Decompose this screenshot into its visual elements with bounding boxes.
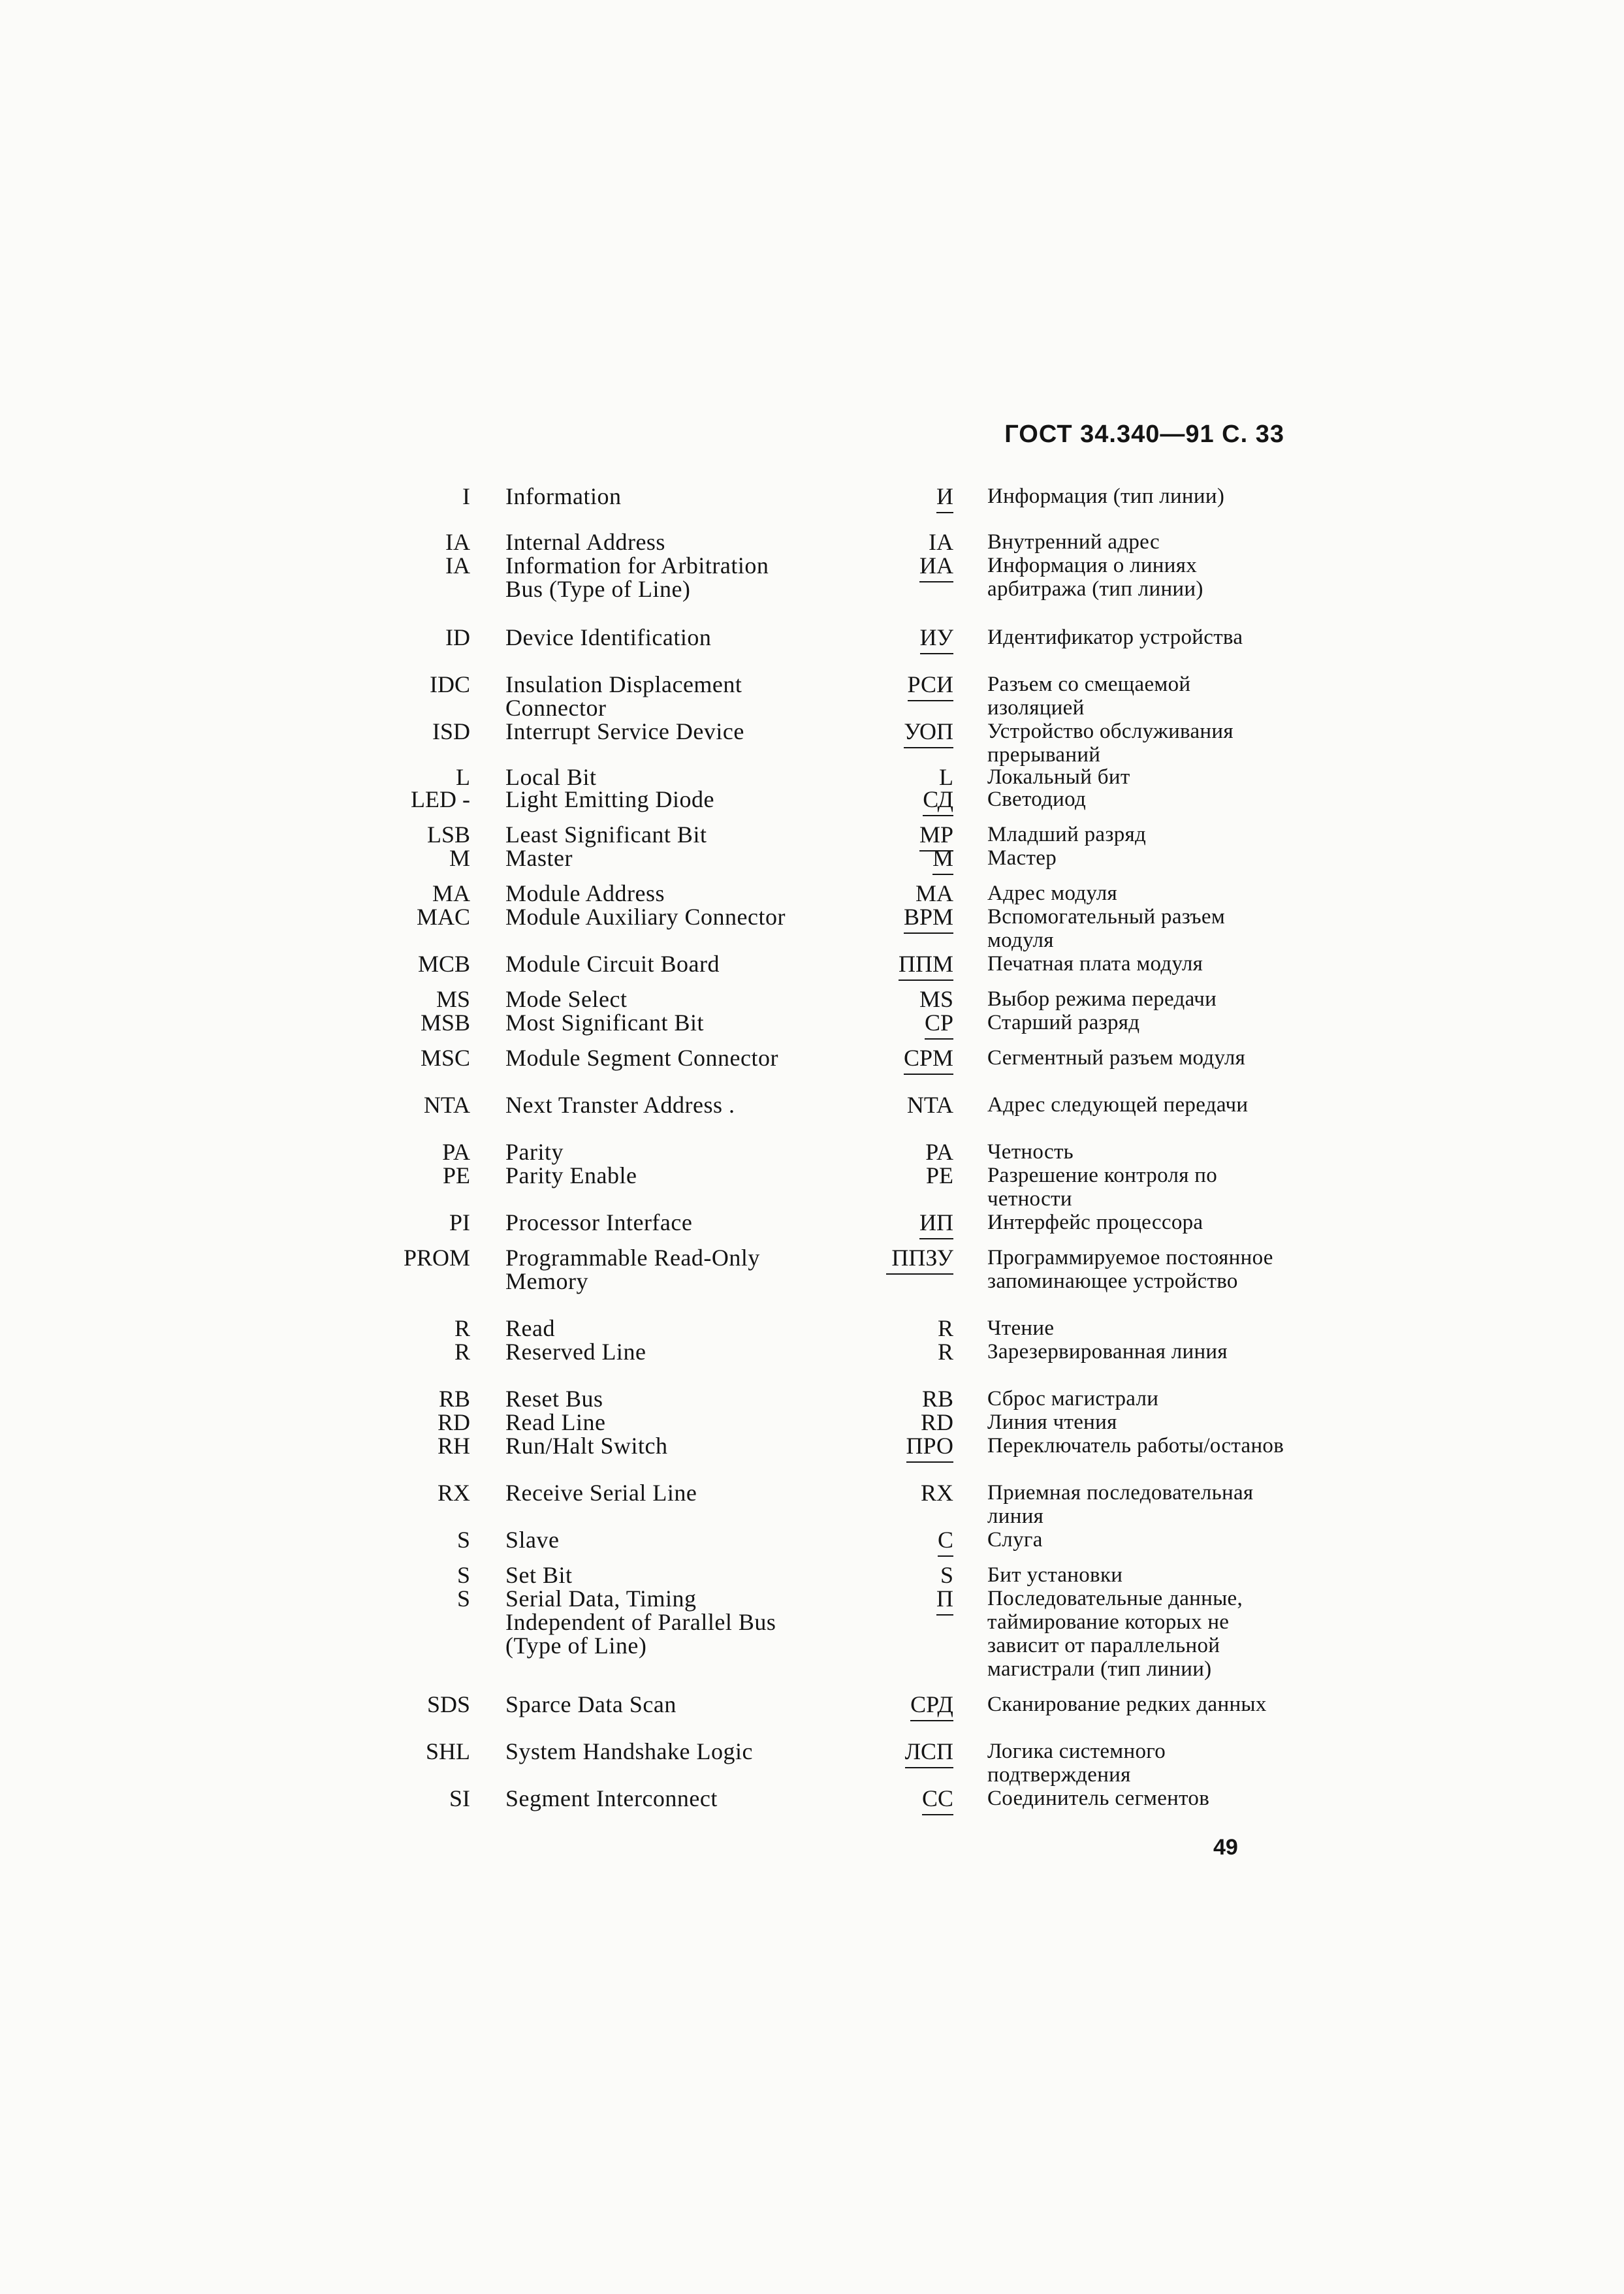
russian-abbreviation	[855, 882, 953, 905]
russian-abbreviation	[855, 788, 953, 811]
russian-term: Приемная последовательная линия	[987, 1481, 1254, 1528]
english-term: Least Significant Bit	[505, 821, 707, 848]
russian-term: Старший разряд	[987, 1011, 1140, 1034]
russian-abbreviation-text: М	[932, 845, 953, 875]
russian-term: Разъем со смещаемой изоляцией	[987, 673, 1191, 720]
english-term: Read	[505, 1315, 555, 1341]
english-term: Parity	[505, 1139, 564, 1165]
english-abbreviation: M	[449, 845, 470, 871]
russian-abbreviation-text: L	[939, 764, 953, 790]
english-abbreviation: R	[454, 1315, 470, 1341]
russian-abbreviation-text: П	[936, 1585, 953, 1616]
english-term: Read Line	[505, 1409, 606, 1435]
russian-abbreviation-text: ППМ	[899, 951, 953, 981]
english-abbreviation: L	[456, 764, 470, 790]
russian-abbreviation-text: S	[940, 1562, 953, 1588]
english-abbreviation: ID	[445, 624, 470, 650]
russian-abbreviation	[855, 1481, 953, 1505]
russian-abbreviation-text: СД	[923, 786, 953, 816]
russian-abbreviation	[855, 1587, 953, 1610]
russian-abbreviation-text: R	[937, 1339, 953, 1365]
russian-term: Разрешение контроля по четности	[987, 1164, 1218, 1211]
english-abbreviation: NTA	[423, 1092, 470, 1118]
russian-abbreviation-text: ЛСП	[905, 1738, 953, 1768]
english-term: Module Auxiliary Connector	[505, 904, 786, 930]
english-term: Slave	[505, 1527, 560, 1553]
russian-term: Программируемое постоянное запоминающее устройство	[987, 1246, 1273, 1293]
english-term: Programmable Read-Only Memory	[505, 1245, 760, 1294]
english-abbreviation: MS	[436, 986, 470, 1012]
english-term: Local Bit	[505, 764, 597, 790]
russian-term: Выбор режима передачи	[987, 987, 1217, 1011]
english-abbreviation: S	[456, 1562, 470, 1588]
english-term: Information for Arbitration Bus (Type of Line)	[505, 552, 769, 602]
russian-abbreviation	[855, 720, 953, 743]
english-term: Most Significant Bit	[505, 1010, 705, 1036]
russian-term: Сброс магистрали	[987, 1387, 1159, 1410]
english-abbreviation: PA	[442, 1139, 470, 1165]
english-abbreviation: MA	[432, 880, 470, 906]
russian-term: Адрес следующей передачи	[987, 1093, 1249, 1117]
russian-abbreviation	[855, 485, 953, 508]
english-abbreviation: S	[456, 1527, 470, 1553]
russian-abbreviation	[855, 1387, 953, 1410]
english-abbreviation: RD	[437, 1409, 470, 1435]
english-term: Reserved Line	[505, 1339, 646, 1365]
russian-abbreviation-text: RD	[920, 1409, 953, 1435]
russian-term: Локальный бит	[987, 765, 1130, 789]
russian-term: Светодиод	[987, 788, 1087, 811]
english-abbreviation: MAC	[416, 904, 470, 930]
russian-term: Информация о линиях арбитража (тип линии)	[987, 554, 1203, 601]
russian-abbreviation	[855, 554, 953, 577]
russian-term: Адрес модуля	[987, 882, 1118, 905]
russian-abbreviation	[855, 1093, 953, 1117]
russian-term: Интерфейс процессора	[987, 1211, 1203, 1234]
russian-term: Устройство обслуживания прерываний	[987, 720, 1234, 767]
russian-abbreviation-text: УОП	[904, 718, 953, 748]
english-term: Module Segment Connector	[505, 1045, 778, 1071]
english-term: Sparce Data Scan	[505, 1691, 677, 1717]
russian-term: Четность	[987, 1140, 1074, 1164]
russian-term: Чтение	[987, 1316, 1055, 1340]
russian-abbreviation	[855, 1410, 953, 1434]
english-term: Module Circuit Board	[505, 951, 720, 977]
english-term: Insulation Displacement Connector	[505, 671, 742, 721]
russian-term: Сегментный разъем модуля	[987, 1046, 1246, 1070]
english-abbreviation: LED -	[411, 786, 470, 812]
russian-abbreviation	[855, 1211, 953, 1234]
russian-abbreviation	[855, 1140, 953, 1164]
english-abbreviation: IA	[445, 552, 470, 579]
russian-abbreviation-text: IA	[929, 529, 953, 555]
russian-abbreviation-text: RX	[920, 1480, 953, 1506]
english-abbreviation: RX	[437, 1480, 470, 1506]
russian-abbreviation-text: NTA	[906, 1092, 953, 1118]
english-term: Mode Select	[505, 986, 628, 1012]
english-abbreviation: IDC	[430, 671, 470, 697]
russian-term: Внутренний адрес	[987, 530, 1160, 554]
russian-abbreviation-text: ИА	[919, 552, 953, 582]
english-abbreviation: SDS	[426, 1691, 470, 1717]
english-abbreviation: IA	[445, 529, 470, 555]
english-term: Information	[505, 483, 622, 509]
english-abbreviation: SHL	[425, 1738, 470, 1764]
russian-abbreviation	[855, 1693, 953, 1716]
english-abbreviation: MCB	[417, 951, 470, 977]
russian-term: Бит установки	[987, 1563, 1123, 1587]
english-abbreviation: PI	[449, 1209, 470, 1235]
english-abbreviation: LSB	[426, 821, 470, 848]
russian-term: Сканирование редких данных	[987, 1693, 1267, 1716]
english-term: Master	[505, 845, 573, 871]
english-abbreviation: MSC	[420, 1045, 470, 1071]
english-term: Run/Halt Switch	[505, 1433, 668, 1459]
russian-term: Мастер	[987, 846, 1057, 870]
english-term: Light Emitting Diode	[505, 786, 714, 812]
russian-abbreviation	[855, 1434, 953, 1458]
english-term: Processor Interface	[505, 1209, 693, 1235]
russian-abbreviation-text: СР	[925, 1010, 953, 1040]
russian-abbreviation	[855, 530, 953, 554]
russian-abbreviation	[855, 952, 953, 976]
russian-term: Соединитель сегментов	[987, 1787, 1210, 1810]
russian-abbreviation-text: RB	[921, 1386, 953, 1412]
russian-abbreviation-text: СС	[922, 1785, 953, 1815]
russian-abbreviation-text: MS	[919, 986, 953, 1012]
russian-abbreviation	[855, 626, 953, 649]
russian-abbreviation	[855, 846, 953, 870]
russian-abbreviation	[855, 905, 953, 929]
russian-abbreviation-text: ППЗУ	[886, 1245, 953, 1275]
russian-term: Информация (тип линии)	[987, 485, 1225, 508]
russian-abbreviation	[855, 987, 953, 1011]
russian-abbreviation-text: ВРМ	[904, 904, 953, 934]
english-term: Set Bit	[505, 1562, 573, 1588]
russian-term: Зарезервированная линия	[987, 1340, 1228, 1363]
english-abbreviation: PE	[442, 1162, 470, 1188]
russian-abbreviation	[855, 1740, 953, 1763]
russian-abbreviation	[855, 673, 953, 696]
russian-term: Последовательные данные, таймирование которых не зависит от параллельной магистрали (тип линии)	[987, 1587, 1243, 1681]
english-term: Internal Address	[505, 529, 665, 555]
english-abbreviation: RH	[437, 1433, 470, 1459]
english-term: Reset Bus	[505, 1386, 603, 1412]
russian-term: Логика системного подтверждения	[987, 1740, 1166, 1787]
russian-abbreviation-text: МР	[919, 821, 953, 852]
russian-abbreviation	[855, 1164, 953, 1187]
english-abbreviation: RB	[438, 1386, 470, 1412]
russian-abbreviation-text: СРМ	[904, 1045, 953, 1075]
russian-abbreviation	[855, 1787, 953, 1810]
russian-abbreviation-text: МА	[915, 880, 953, 906]
russian-term: Переключатель работы/останов	[987, 1434, 1284, 1458]
english-abbreviation: MSB	[420, 1010, 470, 1036]
english-abbreviation: S	[456, 1585, 470, 1612]
russian-abbreviation	[855, 1340, 953, 1363]
page-number: 49	[1213, 1835, 1238, 1860]
russian-abbreviation-text: ИУ	[920, 624, 954, 654]
russian-abbreviation	[855, 1246, 953, 1269]
russian-abbreviation	[855, 765, 953, 789]
russian-term: Печатная плата модуля	[987, 952, 1203, 976]
russian-abbreviation-text: PA	[925, 1139, 953, 1165]
english-abbreviation: PROM	[403, 1245, 470, 1271]
russian-abbreviation	[855, 1528, 953, 1552]
english-term: Device Identification	[505, 624, 712, 650]
english-term: Next Transter Address .	[505, 1092, 735, 1118]
russian-term: Линия чтения	[987, 1410, 1117, 1434]
page-header: ГОСТ 34.340—91 С. 33	[1004, 421, 1284, 448]
russian-term: Младший разряд	[987, 823, 1147, 846]
russian-term: Вспомогательный разъем модуля	[987, 905, 1226, 952]
russian-abbreviation-text: ИП	[919, 1209, 953, 1239]
russian-abbreviation	[855, 1316, 953, 1340]
english-term: Parity Enable	[505, 1162, 637, 1188]
russian-abbreviation-text: ПРО	[906, 1433, 953, 1463]
english-abbreviation: R	[454, 1339, 470, 1365]
russian-abbreviation	[855, 1563, 953, 1587]
russian-abbreviation	[855, 1046, 953, 1070]
russian-abbreviation-text: PE	[925, 1162, 953, 1188]
english-abbreviation: SI	[449, 1785, 470, 1811]
russian-abbreviation-text: РСИ	[908, 671, 953, 701]
russian-term: Слуга	[987, 1528, 1043, 1552]
russian-abbreviation-text: СРД	[910, 1691, 953, 1721]
russian-abbreviation	[855, 823, 953, 846]
russian-abbreviation	[855, 1011, 953, 1034]
english-term: Segment Interconnect	[505, 1785, 718, 1811]
english-term: Module Address	[505, 880, 665, 906]
russian-abbreviation-text: С	[938, 1527, 953, 1557]
russian-abbreviation-text: R	[937, 1315, 953, 1341]
english-term: Serial Data, Timing Independent of Parallel Bus (Type of Line)	[505, 1585, 776, 1659]
english-abbreviation: I	[462, 483, 470, 509]
english-term: Receive Serial Line	[505, 1480, 697, 1506]
russian-term: Идентификатор устройства	[987, 626, 1243, 649]
english-abbreviation: ISD	[432, 718, 470, 744]
english-term: System Handshake Logic	[505, 1738, 753, 1764]
russian-abbreviation-text: И	[936, 483, 953, 513]
english-term: Interrupt Service Device	[505, 718, 744, 744]
